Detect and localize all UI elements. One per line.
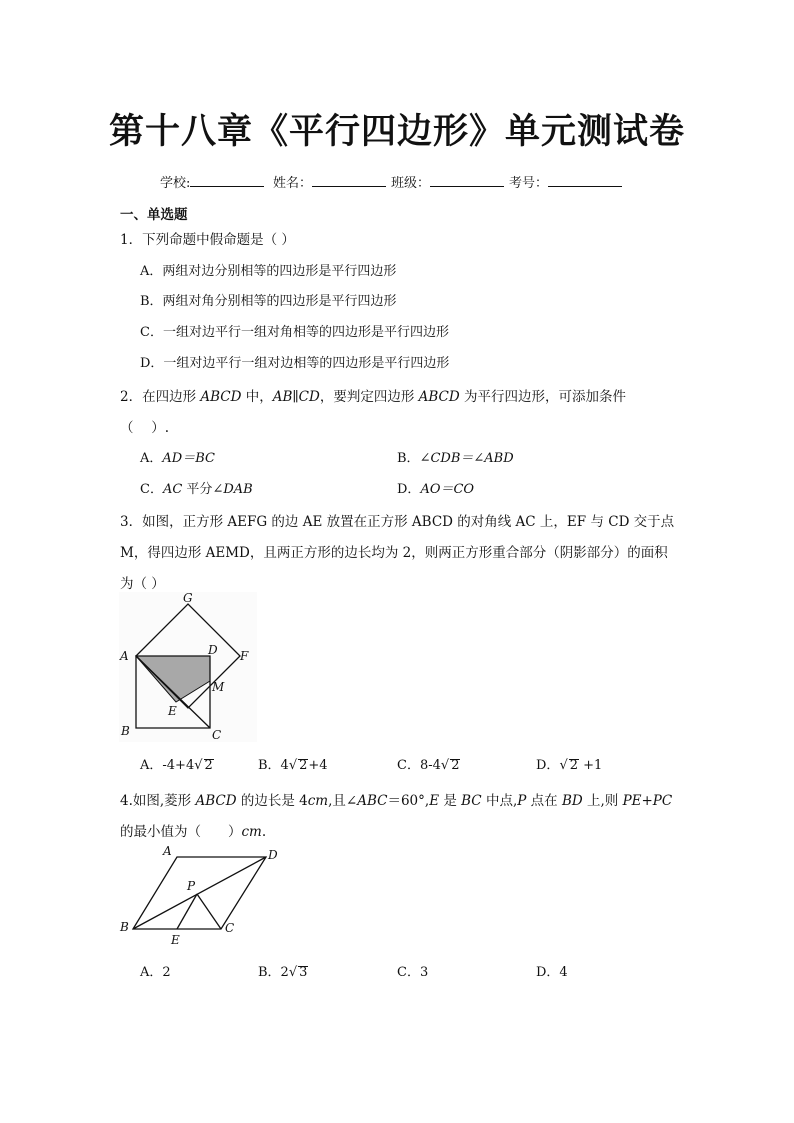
radicand: 2 [204, 758, 213, 773]
option-letter: B． [397, 451, 420, 466]
q4-text: 4.如图,菱形 [120, 793, 196, 809]
q4-text: ,且∠ [328, 793, 358, 809]
q4-option-b[interactable] [258, 961, 308, 980]
label-m: M [212, 680, 225, 694]
school-blank[interactable] [190, 173, 264, 187]
option-text: D． [536, 758, 560, 773]
segment-pc [197, 894, 221, 929]
q4-text: ＝60°, [387, 793, 430, 809]
label-c: C [225, 921, 235, 935]
option-letter: C． [140, 482, 163, 497]
q2-text: 2．在四边形 [120, 389, 201, 405]
name-label: 姓名： [273, 176, 313, 191]
q2-text: 中， [241, 389, 273, 405]
option-expr: AO＝CO [420, 482, 475, 497]
q4-var: BC [461, 793, 482, 809]
option-text: A．-4+4 [140, 758, 195, 773]
number-field[interactable] [509, 172, 624, 191]
q3-option-b[interactable] [258, 754, 328, 773]
label-e: E [171, 933, 180, 947]
option-expr: ∠CDB＝∠ABD [419, 451, 514, 466]
q4-option-c[interactable]: C．3 [397, 965, 429, 980]
q2-var: ABCD [418, 389, 460, 405]
class-blank[interactable] [430, 173, 504, 187]
q4-stem [120, 789, 672, 809]
q2-option-c[interactable] [140, 478, 253, 497]
q4-text: . [261, 824, 267, 840]
q2-stem-cont: （ ）. [120, 420, 170, 436]
sqrt-icon: √ [194, 758, 203, 773]
radicand: 2 [569, 758, 579, 773]
option-letter: A． [140, 451, 163, 466]
school-field[interactable] [160, 172, 266, 191]
q2-var: ABCD [200, 389, 242, 405]
q4-text: 中点, [481, 793, 518, 809]
q2-stem [120, 385, 626, 405]
option-expr: AC [162, 482, 183, 497]
q3-option-d[interactable] [536, 754, 602, 773]
number-label: 考号： [509, 176, 549, 191]
q4-text: 的边长是 4 [236, 793, 308, 809]
q4-text: 是 [439, 793, 462, 809]
label-p: P [187, 879, 196, 893]
radicand: 3 [299, 965, 308, 980]
q2-option-a[interactable] [140, 447, 215, 466]
class-field[interactable] [391, 172, 506, 191]
q4-figure [118, 840, 288, 945]
option-expr: ∠DAB [212, 482, 253, 497]
label-d: D [208, 643, 218, 657]
label-e: E [168, 704, 177, 718]
sqrt-icon: √ [440, 758, 450, 773]
q2-option-d[interactable] [397, 478, 474, 497]
q2-text: 为平行四边形，可添加条件 [459, 389, 626, 405]
radicand: 2 [451, 758, 460, 773]
q3-stem-line1: 3．如图，正方形 AEFG 的边 AE 放置在正方形 ABCD 的对角线 AC 上，EF 与 CD 交于点 [120, 514, 675, 530]
q1-option-c[interactable]: C．一组对边平行一组对角相等的四边形是平行四边形 [140, 325, 449, 340]
q1-option-b[interactable]: B．两组对角分别相等的四边形是平行四边形 [140, 294, 397, 309]
label-f: F [240, 649, 249, 663]
option-text: +4 [308, 758, 328, 773]
label-d: D [268, 848, 278, 862]
q2-text: ，要判定四边形 [319, 389, 419, 405]
label-b: B [120, 920, 129, 934]
q3-stem-line2: M，得四边形 AEMD，且两正方形的边长均为 2，则两正方形重合部分（阴影部分）的面积 [120, 545, 668, 561]
q4-text: 点在 [526, 793, 562, 809]
sqrt-icon: √ [559, 758, 568, 773]
number-blank[interactable] [548, 173, 622, 187]
diagonal-bd [133, 857, 266, 929]
q4-stem-cont [120, 820, 266, 840]
name-blank[interactable] [312, 173, 386, 187]
q4-var: PE+PC [622, 793, 673, 809]
q1-option-a[interactable]: A．两组对边分别相等的四边形是平行四边形 [140, 264, 397, 279]
q3-stem-line3: 为（ ） [120, 576, 165, 592]
option-expr: AD＝BC [162, 451, 215, 466]
radicand: 2 [299, 758, 308, 773]
label-b: B [121, 724, 130, 738]
q2-option-b[interactable] [397, 447, 514, 466]
q4-text: 上,则 [582, 793, 623, 809]
class-label: 班级： [391, 176, 431, 191]
q1-option-d[interactable]: D．一组对边平行一组对边相等的四边形是平行四边形 [140, 356, 450, 371]
label-c: C [212, 728, 222, 742]
sqrt-icon: √ [288, 758, 298, 773]
q4-var: ABCD [195, 793, 237, 809]
q4-text: 的最小值为（ ） [120, 824, 242, 840]
label-a: A [163, 844, 172, 858]
q4-var: E [429, 793, 440, 809]
page-title: 第十八章《平行四边形》单元测试卷 [108, 112, 685, 152]
q4-option-a[interactable]: A．2 [140, 965, 171, 980]
section-heading: 一、单选题 [120, 207, 188, 223]
label-a: A [120, 649, 129, 663]
q4-var: P [517, 793, 527, 809]
sqrt-icon: √ [288, 965, 298, 980]
option-text: +1 [579, 758, 603, 773]
name-field[interactable] [273, 172, 388, 191]
q4-option-d[interactable]: D．4 [536, 965, 568, 980]
label-g: G [183, 591, 193, 605]
q4-var: BD [561, 793, 583, 809]
q4-var: ABC [357, 793, 388, 809]
q3-figure [118, 592, 258, 742]
q4-var: cm [241, 824, 262, 840]
q4-var: cm [307, 793, 329, 809]
option-text: C．8-4 [397, 758, 441, 773]
q3-option-c[interactable] [397, 754, 460, 773]
q2-var: AB∥CD [272, 389, 320, 405]
option-letter: D． [397, 482, 421, 497]
school-label: 学校: [160, 176, 191, 191]
option-text: B．2 [258, 965, 289, 980]
q1-stem: 1．下列命题中假命题是（ ） [120, 232, 295, 248]
option-text: 平分 [182, 482, 213, 497]
option-text: B．4 [258, 758, 289, 773]
q3-option-a[interactable] [140, 754, 214, 773]
